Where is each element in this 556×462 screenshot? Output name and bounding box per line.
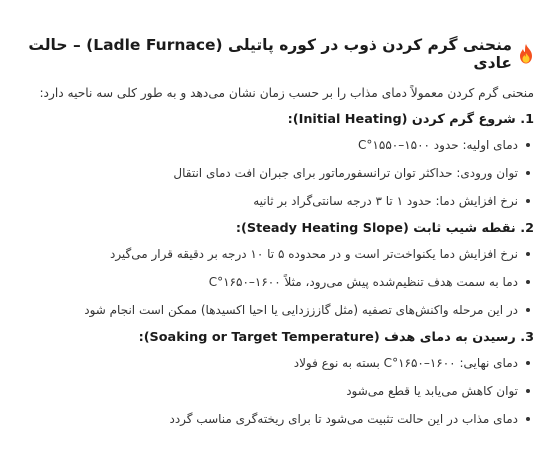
list-item: دمای نهایی: ۱۶۰۰–۱۶۵۰°C بسته به نوع فولاد (20, 355, 518, 371)
section-target-temperature (20, 330, 534, 427)
section-heading (20, 330, 534, 345)
section-number: 2. (520, 221, 534, 236)
list-item: توان ورودی: حداکثر توان ترانسفورماتور برای جبران افت دمای انتقال (20, 165, 518, 181)
list-item: نرخ افزایش دما یکنواخت‌تر است و در محدوده ۵ تا ۱۰ درجه بر دقیقه قرار می‌گیرد (20, 246, 518, 262)
section-heading-text: نقطه شیب ثابت (Steady Heating Slope): (235, 221, 516, 236)
section-number: 3. (520, 330, 534, 345)
bullet-list (20, 137, 534, 209)
section-heading-text: رسیدن به دمای هدف (Soaking or Target Temperature): (138, 330, 516, 345)
section-heading-text: شروع گرم کردن (Initial Heating): (287, 112, 516, 127)
list-item: توان کاهش می‌یابد یا قطع می‌شود (20, 383, 518, 399)
section-initial-heating (20, 112, 534, 209)
section-number: 1. (520, 112, 534, 127)
list-item: نرخ افزایش دما: حدود ۱ تا ۳ درجه سانتی‌گراد بر ثانیه (20, 193, 518, 209)
list-item: دمای اولیه: حدود ۱۵۰۰–۱۵۵۰°C (20, 137, 518, 153)
page-title (20, 36, 534, 72)
bullet-list (20, 246, 534, 318)
list-item: دمای مذاب در این حالت تثبیت می‌شود تا برای ریخته‌گری مناسب گردد (20, 411, 518, 427)
fire-icon (518, 44, 534, 64)
bullet-list (20, 355, 534, 427)
section-heading (20, 112, 534, 127)
intro-paragraph: منحنی گرم کردن معمولاً دمای مذاب را بر حسب زمان نشان می‌دهد و به طور کلی سه ناحیه دارد: (39, 86, 534, 100)
section-heading (20, 221, 534, 236)
section-steady-heating-slope (20, 221, 534, 318)
page-title-text: منحنی گرم کردن ذوب در کوره پاتیلی (Ladle Furnace) – حالت عادی (28, 36, 512, 72)
list-item: در این مرحله واکنش‌های تصفیه (مثل گازززدایی یا احیا اکسیدها) ممکن است انجام شود (20, 302, 518, 318)
list-item: دما به سمت هدف تنظیم‌شده پیش می‌رود، مثلاً ۱۶۰۰–۱۶۵۰°C (20, 274, 518, 290)
